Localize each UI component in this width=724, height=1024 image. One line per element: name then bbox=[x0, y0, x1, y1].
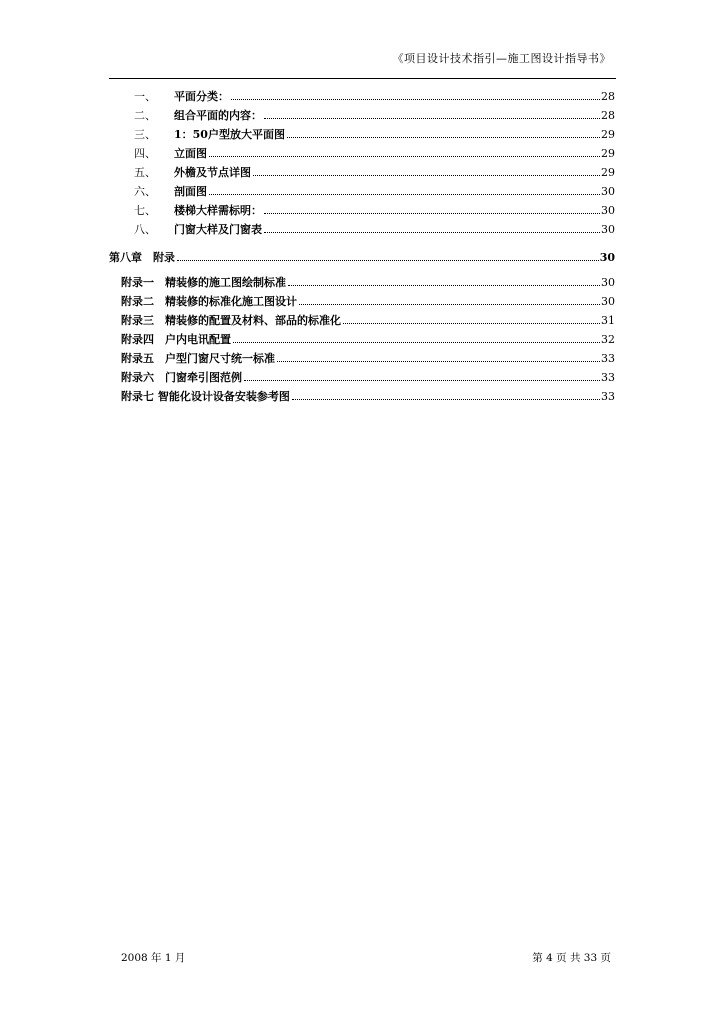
toc-entry[interactable] bbox=[134, 202, 615, 220]
toc-entry[interactable] bbox=[134, 164, 615, 182]
toc-appendix-title: 附录三 精装修的配置及材料、部品的标准化 bbox=[121, 314, 341, 327]
page-header-title: 《项目设计技术指引—施工图设计指导书》 bbox=[392, 52, 611, 65]
toc-chapter-title: 第八章 附录 bbox=[109, 251, 175, 264]
toc-entry-page: 30 bbox=[601, 223, 615, 236]
toc-entry[interactable] bbox=[134, 126, 615, 144]
toc-entry-page: 29 bbox=[601, 166, 615, 179]
toc-appendix-page: 33 bbox=[601, 352, 615, 365]
toc-appendix-title: 附录五 户型门窗尺寸统一标准 bbox=[121, 352, 275, 365]
toc-entry-number: 二、 bbox=[134, 109, 156, 122]
toc-chapter-page: 30 bbox=[599, 251, 615, 264]
toc-leader-dots bbox=[292, 398, 600, 400]
toc-leader-dots bbox=[209, 155, 600, 157]
toc-entry-number: 四、 bbox=[134, 147, 156, 160]
toc-entry-title: 平面分类： bbox=[174, 90, 229, 103]
toc-entry-page: 30 bbox=[601, 204, 615, 217]
footer-page-number: 第 4 页 共 33 页 bbox=[532, 952, 611, 964]
toc-entry-page: 29 bbox=[601, 128, 615, 141]
toc-appendix-title: 附录七 智能化设计设备安装参考图 bbox=[121, 390, 290, 403]
toc-leader-dots bbox=[231, 98, 600, 100]
footer-date: 2008 年 1 月 bbox=[121, 952, 186, 964]
toc-appendix-entry[interactable] bbox=[121, 274, 615, 292]
toc-leader-dots bbox=[264, 117, 600, 119]
toc-entry-number: 七、 bbox=[134, 204, 156, 217]
toc-leader-dots bbox=[287, 136, 600, 138]
toc-leader-dots bbox=[264, 231, 600, 233]
toc-appendix-entry[interactable] bbox=[121, 331, 615, 349]
toc-entry[interactable] bbox=[134, 145, 615, 163]
toc-entry-number: 五、 bbox=[134, 166, 156, 179]
toc-leader-dots bbox=[264, 212, 600, 214]
toc-appendix-page: 30 bbox=[601, 295, 615, 308]
toc-entry-number: 六、 bbox=[134, 185, 156, 198]
toc-leader-dots bbox=[299, 303, 600, 305]
toc-appendix-entry[interactable] bbox=[121, 293, 615, 311]
toc-entry-number: 八、 bbox=[134, 223, 156, 236]
toc-entry-page: 28 bbox=[601, 90, 615, 103]
toc-appendix-page: 31 bbox=[601, 314, 615, 327]
toc-entry-number: 三、 bbox=[134, 128, 156, 141]
toc-leader-dots bbox=[209, 193, 600, 195]
toc-leader-dots bbox=[288, 284, 600, 286]
toc-leader-dots bbox=[177, 259, 599, 261]
toc-appendix-page: 32 bbox=[601, 333, 615, 346]
toc-appendix-entry[interactable] bbox=[121, 388, 615, 406]
toc-entry-number: 一、 bbox=[134, 90, 156, 103]
toc-entry[interactable] bbox=[134, 107, 615, 125]
toc-leader-dots bbox=[277, 360, 600, 362]
toc-entry-title: 立面图 bbox=[174, 147, 207, 160]
toc-appendix-title: 附录一 精装修的施工图绘制标准 bbox=[121, 276, 286, 289]
toc-appendix-page: 30 bbox=[601, 276, 615, 289]
toc-appendix-page: 33 bbox=[601, 371, 615, 384]
toc-leader-dots bbox=[244, 379, 600, 381]
toc-appendix-page: 33 bbox=[601, 390, 615, 403]
toc-entry[interactable] bbox=[134, 221, 615, 239]
toc-appendix-entry[interactable] bbox=[121, 312, 615, 330]
toc-entry-page: 28 bbox=[601, 109, 615, 122]
toc-entry[interactable] bbox=[134, 88, 615, 106]
toc-leader-dots bbox=[253, 174, 600, 176]
toc-entry-title: 组合平面的内容： bbox=[174, 109, 262, 122]
toc-leader-dots bbox=[233, 341, 600, 343]
toc-appendix-entry[interactable] bbox=[121, 369, 615, 387]
toc-entry-title: 剖面图 bbox=[174, 185, 207, 198]
toc-leader-dots bbox=[343, 322, 600, 324]
toc-entry[interactable] bbox=[134, 183, 615, 201]
toc-appendix-title: 附录二 精装修的标准化施工图设计 bbox=[121, 295, 297, 308]
toc-chapter-entry[interactable] bbox=[109, 249, 615, 267]
toc-entry-title: 1：50户型放大平面图 bbox=[174, 128, 285, 141]
toc-entry-page: 29 bbox=[601, 147, 615, 160]
toc-entry-page: 30 bbox=[601, 185, 615, 198]
header-rule bbox=[109, 78, 616, 79]
toc-appendix-title: 附录六 门窗牵引图范例 bbox=[121, 371, 242, 384]
toc-entry-title: 门窗大样及门窗表 bbox=[174, 223, 262, 236]
toc-entry-title: 外檐及节点详图 bbox=[174, 166, 251, 179]
toc-entry-title: 楼梯大样需标明： bbox=[174, 204, 262, 217]
toc-appendix-entry[interactable] bbox=[121, 350, 615, 368]
toc-appendix-title: 附录四 户内电讯配置 bbox=[121, 333, 231, 346]
